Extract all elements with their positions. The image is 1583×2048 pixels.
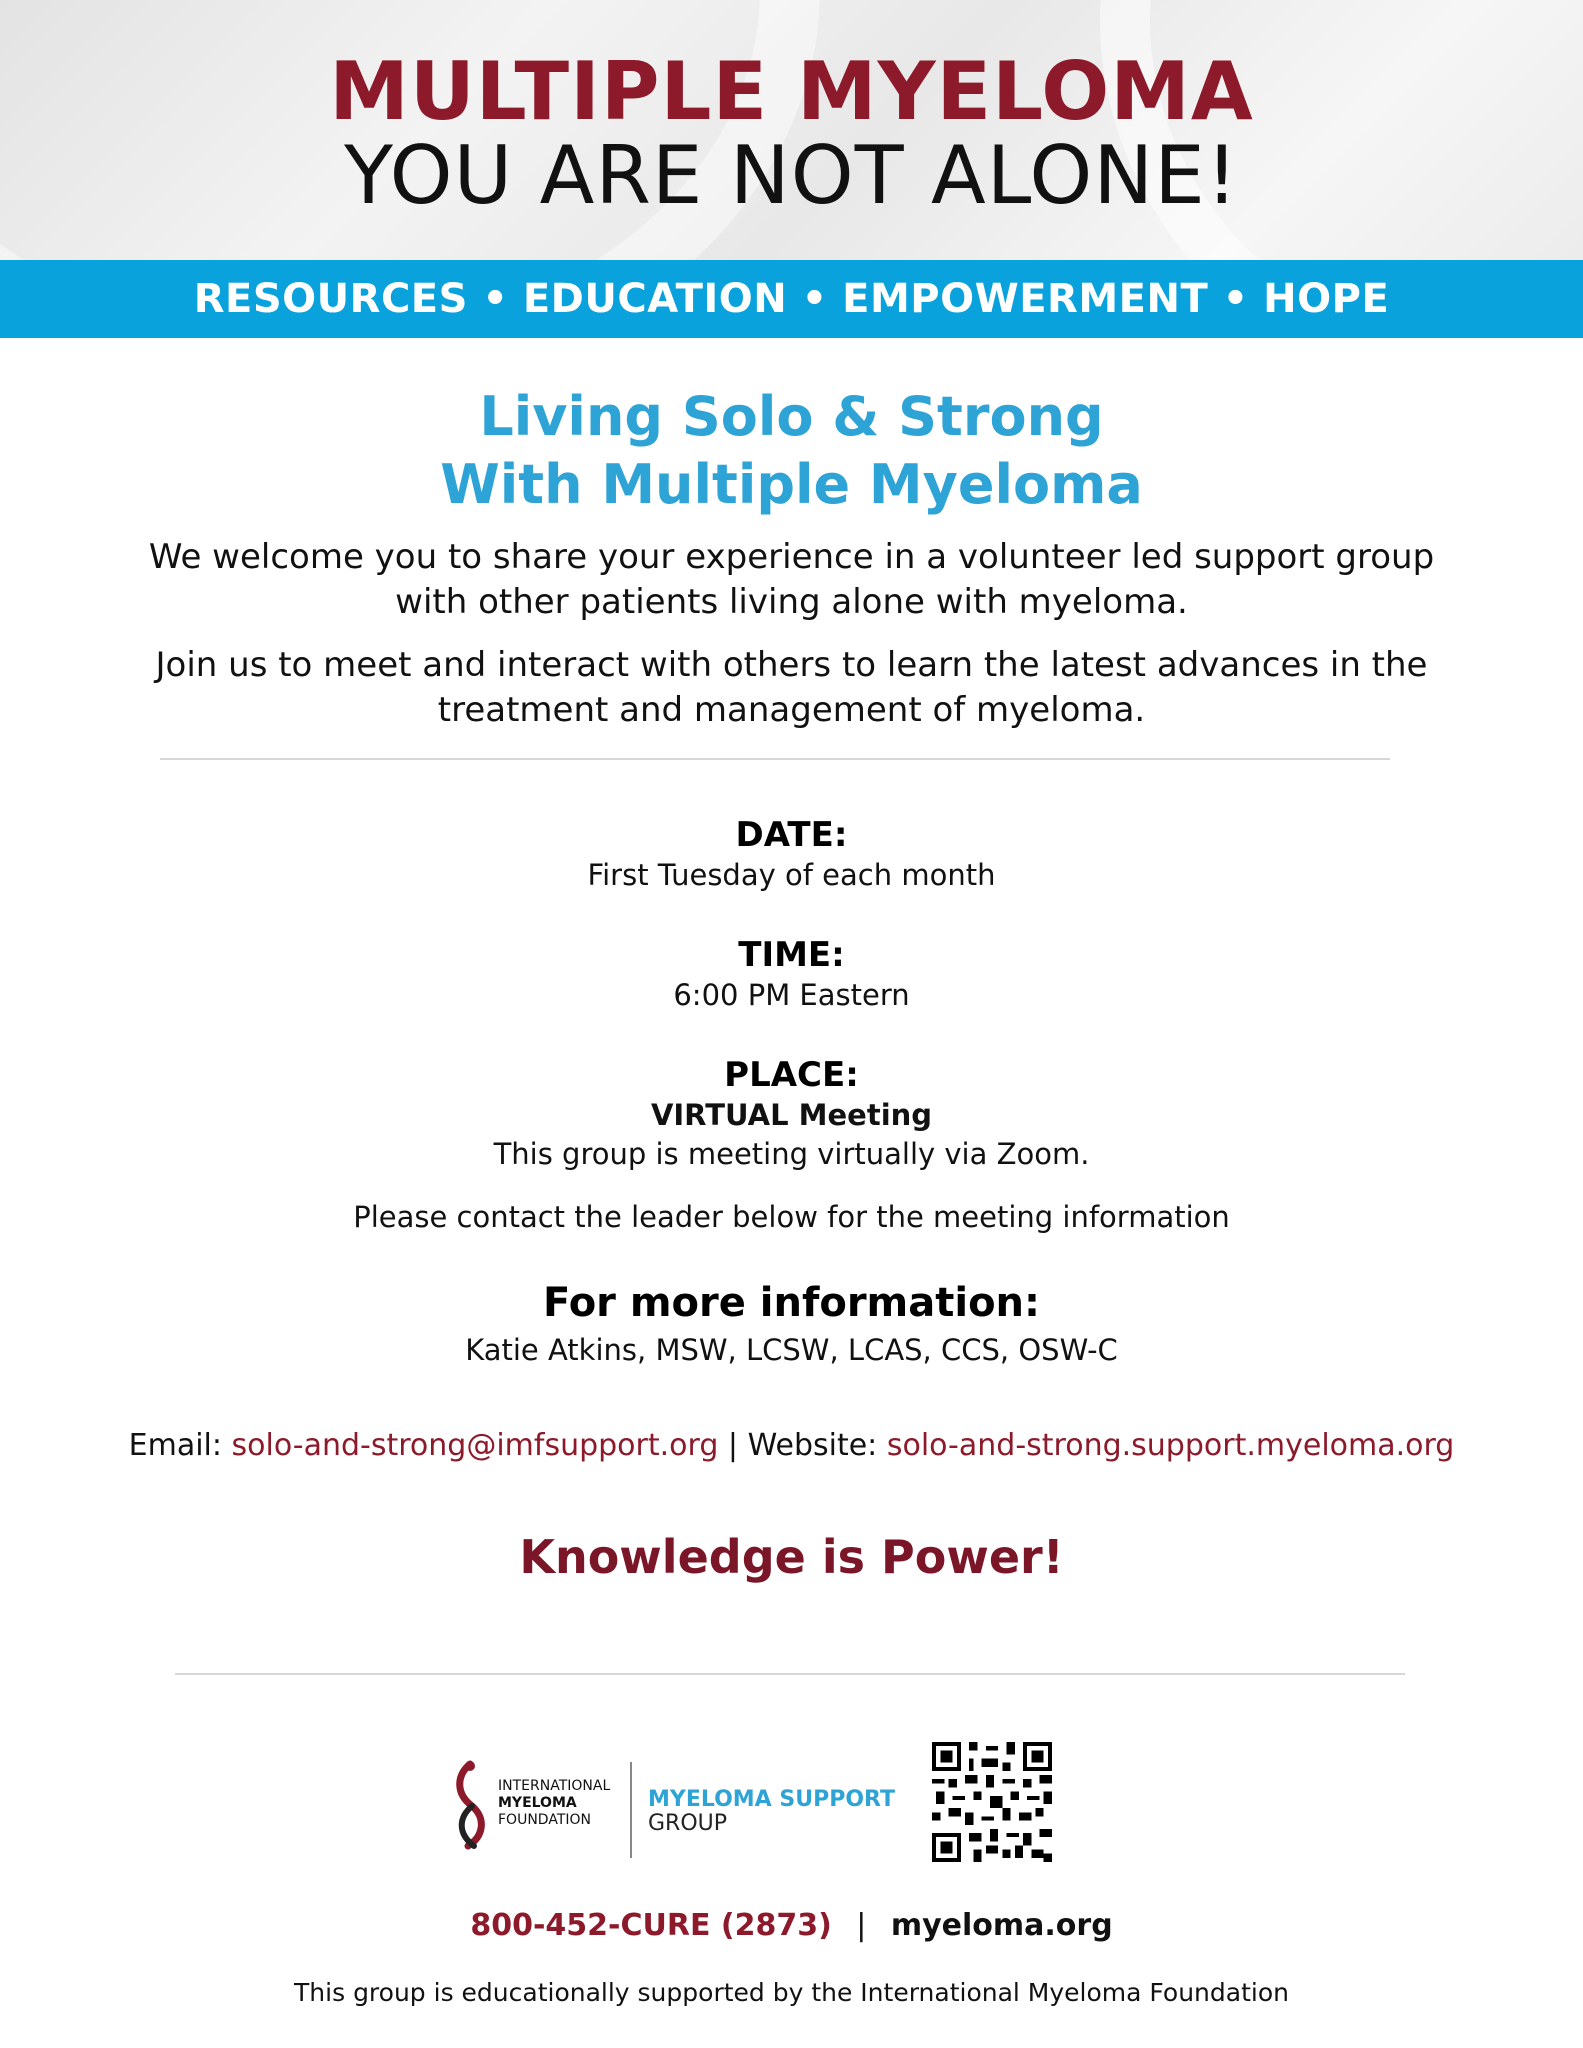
qr-code-icon[interactable] <box>932 1742 1052 1862</box>
place-description: This group is meeting virtually via Zoom. <box>493 1137 1090 1171</box>
place-label: PLACE: <box>724 1055 859 1095</box>
divider <box>160 758 1390 760</box>
email-link[interactable]: solo-and-strong@imfsupport.org <box>231 1428 719 1463</box>
date-value: First Tuesday of each month <box>587 858 996 892</box>
imf-logo-text <box>498 1778 610 1829</box>
values-band-text: RESOURCES • EDUCATION • EMPOWERMENT • HOPE <box>193 276 1390 322</box>
logo-divider <box>630 1762 632 1858</box>
footer-separator: | <box>856 1908 867 1943</box>
event-title-line2: With Multiple Myeloma <box>440 453 1143 516</box>
imf-ribbon-icon <box>450 1760 490 1850</box>
values-band <box>0 260 1583 338</box>
contact-line <box>0 1428 1583 1463</box>
event-title-line1: Living Solo & Strong <box>479 385 1104 448</box>
email-label: Email: <box>128 1428 222 1463</box>
msg-line1: MYELOMA SUPPORT <box>648 1787 895 1812</box>
join-line1: Join us to meet and interact with others to learn the latest advances in the <box>155 645 1428 685</box>
page-subtitle: YOU ARE NOT ALONE! <box>344 129 1239 222</box>
divider <box>175 1673 1405 1675</box>
support-group-logo-text <box>648 1788 895 1836</box>
page-title: MULTIPLE MYELOMA <box>329 45 1254 138</box>
join-line2: treatment and management of myeloma. <box>437 690 1146 730</box>
imf-line2: MYELOMA <box>498 1795 577 1811</box>
website-label: Website: <box>747 1428 878 1463</box>
imf-line3: FOUNDATION <box>498 1812 591 1828</box>
contact-note: Please contact the leader below for the meeting information <box>353 1200 1230 1234</box>
place-type: VIRTUAL Meeting <box>650 1098 933 1132</box>
leader-name: Katie Atkins, MSW, LCSW, LCAS, CCS, OSW-C <box>465 1333 1118 1367</box>
date-label: DATE: <box>735 815 848 855</box>
phone-number[interactable]: 800-452-CURE (2873) <box>470 1908 832 1943</box>
welcome-line1: We welcome you to share your experience in a volunteer led support group <box>148 537 1435 577</box>
website-link[interactable]: solo-and-strong.support.myeloma.org <box>886 1428 1455 1463</box>
welcome-paragraph <box>100 535 1483 625</box>
footer-website-link[interactable]: myeloma.org <box>890 1908 1113 1943</box>
more-info-heading: For more information: <box>542 1280 1041 1326</box>
imf-line1: INTERNATIONAL <box>498 1778 611 1794</box>
contact-divider: | <box>727 1428 739 1463</box>
tagline: Knowledge is Power! <box>519 1530 1064 1584</box>
welcome-line2: with other patients living alone with myeloma. <box>395 582 1188 622</box>
msg-line2: GROUP <box>648 1811 728 1836</box>
support-note: This group is educationally supported by the International Myeloma Foundation <box>294 1978 1289 2007</box>
event-title <box>0 383 1583 519</box>
time-value: 6:00 PM Eastern <box>673 978 910 1012</box>
footer-contact <box>0 1908 1583 1943</box>
time-label: TIME: <box>738 935 845 975</box>
join-paragraph <box>100 643 1483 733</box>
